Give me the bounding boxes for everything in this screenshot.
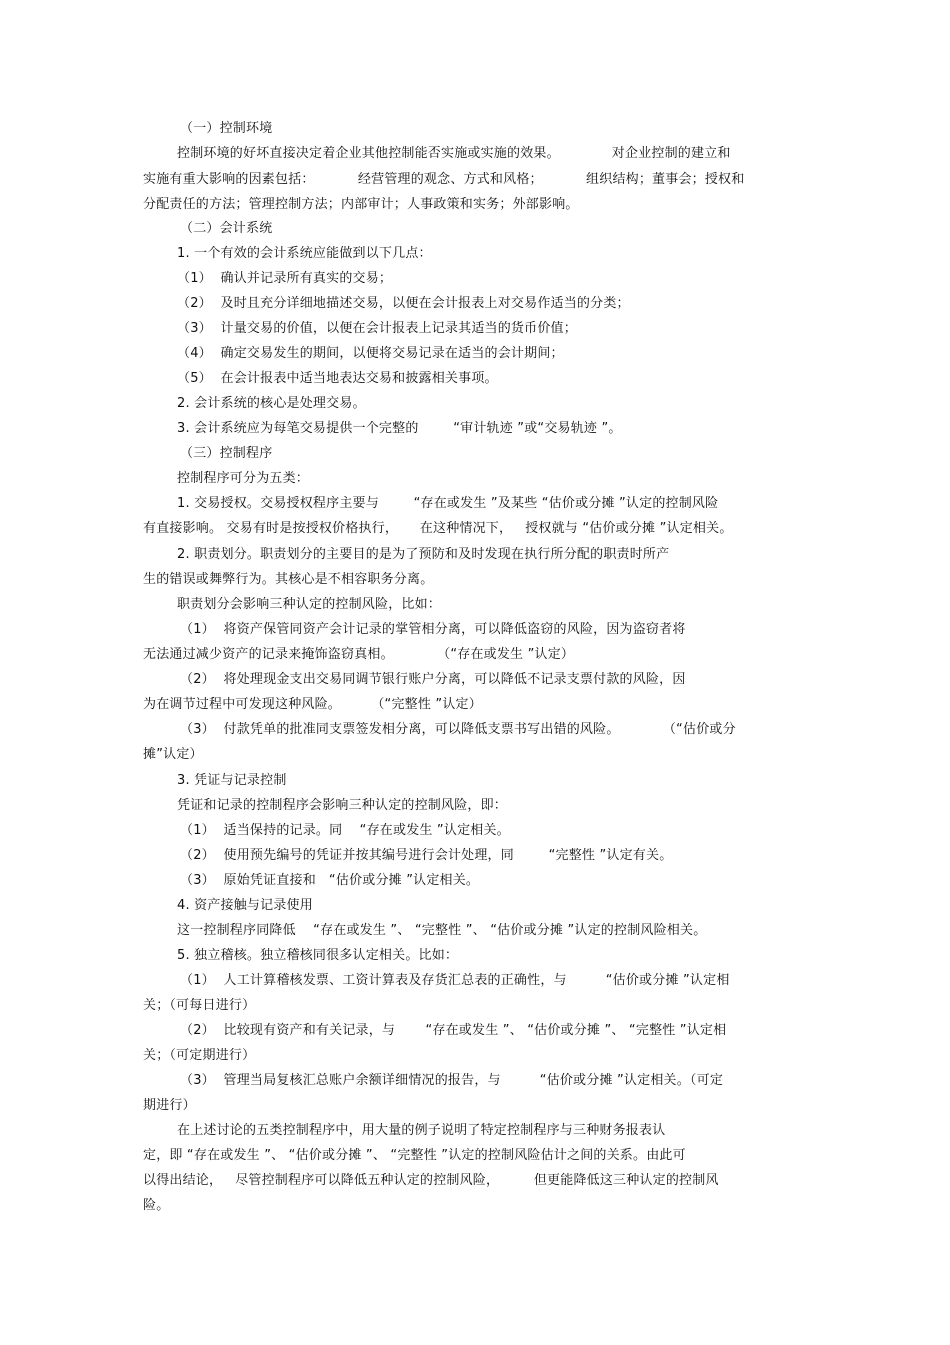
- paragraph-line: 分配责任的方法；管理控制方法；内部审计；人事政策和实务；外部影响。: [143, 197, 579, 212]
- paragraph-line: 险。: [143, 1198, 170, 1213]
- paragraph-line: 控制程序可分为五类：: [177, 471, 310, 486]
- paragraph-line: 控制环境的好坏直接决定着企业其他控制能否实施或实施的效果。 对企业控制的建立和: [177, 146, 731, 161]
- paragraph-line: 摊”认定）: [143, 747, 203, 762]
- list-item: （3） 计量交易的价值，以便在会计报表上记录其适当的货币价值；: [177, 321, 577, 336]
- paragraph-line: 定，即 “存在或发生 ”、 “估价或分摊 ”、 “完整性 ”认定的控制风险估计之间的关系。由此可: [143, 1148, 686, 1163]
- paragraph-line: 2. 会计系统的核心是处理交易。: [177, 396, 366, 411]
- heading-control-environment: （一）控制环境: [180, 121, 273, 136]
- list-item: （2） 比较现有资产和有关记录，与 “存在或发生 ”、 “估价或分摊 ”、 “完整性 ”认定相: [180, 1023, 727, 1038]
- list-item: （3） 管理当局复核汇总账户余额详细情况的报告，与 “估价或分摊 ”认定相关。（可定: [180, 1073, 724, 1088]
- list-item: （2） 使用预先编号的凭证并按其编号进行会计处理，同 “完整性 ”认定有关。: [180, 848, 673, 863]
- list-item: （1） 将资产保管同资产会计记录的掌管相分离，可以降低盗窃的风险，因为盗窃者将: [180, 622, 686, 637]
- list-item: （3） 原始凭证直接和 “估价或分摊 ”认定相关。: [180, 873, 480, 888]
- list-item: （1） 人工计算稽核发票、工资计算表及存货汇总表的正确性，与 “估价或分摊 ”认定相: [180, 973, 730, 988]
- paragraph-line: 关；（可定期进行）: [143, 1048, 256, 1063]
- paragraph-line: 实施有重大影响的因素包括： 经营管理的观念、方式和风格； 组织结构；董事会；授权和: [143, 172, 745, 187]
- list-item: （4） 确定交易发生的期间，以便将交易记录在适当的会计期间；: [177, 346, 564, 361]
- list-item: （3） 付款凭单的批准同支票签发相分离，可以降低支票书写出错的风险。 （“估价或分: [180, 722, 736, 737]
- paragraph-line: 3. 会计系统应为每笔交易提供一个完整的 “审计轨迹 ”或“交易轨迹 ”。: [177, 421, 622, 436]
- list-item: （5） 在会计报表中适当地表达交易和披露相关事项。: [177, 371, 498, 386]
- paragraph-line: 凭证和记录的控制程序会影响三种认定的控制风险，即：: [177, 798, 508, 813]
- list-item: （1） 确认并记录所有真实的交易；: [177, 271, 393, 286]
- heading-accounting-system: （二）会计系统: [180, 221, 273, 236]
- paragraph-line: 以得出结论， 尽管控制程序可以降低五种认定的控制风险， 但更能降低这三种认定的控制风: [143, 1173, 719, 1188]
- paragraph-line: 在上述讨论的五类控制程序中，用大量的例子说明了特定控制程序与三种财务报表认: [177, 1123, 666, 1138]
- list-item: （2） 将处理现金支出交易同调节银行账户分离，可以降低不记录支票付款的风险，因: [180, 672, 686, 687]
- paragraph-line: 4. 资产接触与记录使用: [177, 898, 313, 913]
- paragraph-line: 职责划分会影响三种认定的控制风险，比如：: [177, 597, 442, 612]
- paragraph-line: 3. 凭证与记录控制: [177, 773, 287, 788]
- paragraph-line: 关；（可每日进行）: [143, 998, 256, 1013]
- paragraph-line: 这一控制程序同降低 “存在或发生 ”、 “完整性 ”、 “估价或分摊 ”认定的控制风险相关。: [177, 923, 707, 938]
- paragraph-line: 有直接影响。 交易有时是按授权价格执行， 在这种情况下， 授权就与 “估价或分摊 ”认定相关。: [143, 521, 733, 536]
- paragraph-line: 为在调节过程中可发现这种风险。 （“完整性 ”认定）: [143, 697, 482, 712]
- paragraph-line: 2. 职责划分。职责划分的主要目的是为了预防和及时发现在执行所分配的职责时所产: [177, 547, 670, 562]
- paragraph-line: 无法通过减少资产的记录来掩饰盗窃真相。 （“存在或发生 ”认定）: [143, 647, 575, 662]
- list-item: （1） 适当保持的记录。同 “存在或发生 ”认定相关。: [180, 823, 510, 838]
- paragraph-line: 1. 一个有效的会计系统应能做到以下几点：: [177, 246, 432, 261]
- paragraph-line: 5. 独立稽核。独立稽核同很多认定相关。比如：: [177, 948, 459, 963]
- paragraph-line: 期进行）: [143, 1098, 196, 1113]
- paragraph-line: 1. 交易授权。交易授权程序主要与 “存在或发生 ”及某些 “估价或分摊 ”认定的控制风险: [177, 496, 719, 511]
- paragraph-line: 生的错误或舞弊行为。其核心是不相容职务分离。: [143, 572, 434, 587]
- list-item: （2） 及时且充分详细地描述交易，以便在会计报表上对交易作适当的分类；: [177, 296, 630, 311]
- heading-control-procedures: （三）控制程序: [180, 446, 273, 461]
